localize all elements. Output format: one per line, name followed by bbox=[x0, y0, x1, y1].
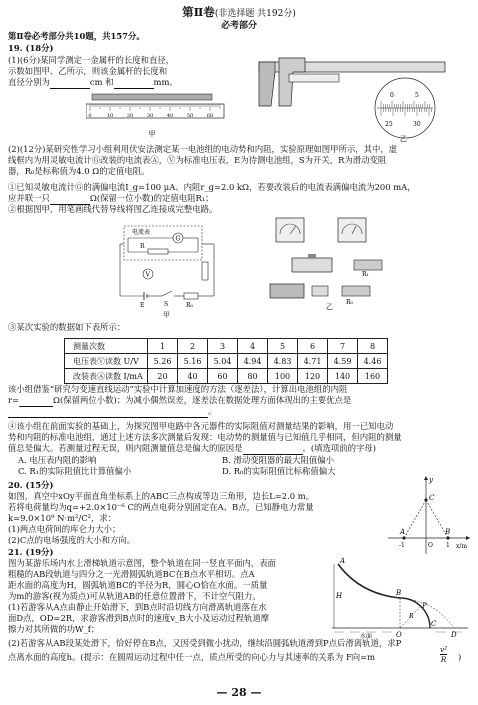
table-row-label: 电压表Ⓥ读数 U/V bbox=[65, 354, 148, 369]
point-c-icon bbox=[424, 498, 427, 501]
point-a-label: A bbox=[400, 528, 406, 536]
q21-line1: 图为某游乐场内水上滑梯轨道示意图，整个轨道在同一竖直平面内，表面 bbox=[8, 558, 276, 568]
rheostat-device-icon bbox=[292, 258, 332, 272]
galvanometer-label: G bbox=[175, 235, 181, 243]
caliper-fixed-jaw bbox=[259, 62, 275, 106]
q19-p4-r: r= bbox=[8, 395, 20, 405]
track-ab bbox=[338, 564, 400, 598]
table-header-row bbox=[65, 339, 388, 354]
resistor-box-icon bbox=[354, 260, 382, 270]
table-cell: 4.94 bbox=[238, 354, 268, 369]
answer-blank-diameter bbox=[114, 77, 154, 89]
q19-p2-line5-tail: Ω(保留一位小数)的定值电阻R₁； bbox=[89, 193, 214, 203]
point-b-label: B bbox=[445, 528, 451, 536]
q19-p5-line3 bbox=[8, 443, 470, 455]
q19-p5-line3-tail: 。(填选项前的字母) bbox=[302, 443, 377, 453]
q21-line3: 距水面的高度为H，圆弧轨道BC的半径为R，圆心O恰在水面。一质量 bbox=[8, 580, 268, 590]
circuit-diagram bbox=[118, 222, 220, 310]
q19-p5-line2: 势和内阻的标准电池组，通过上述方法多次测量后发现：电动势的测量值与已知值几乎相同，但内阻的测量 bbox=[8, 432, 402, 442]
figure-vernier-caliper bbox=[245, 46, 455, 142]
voltmeter-meter-icon bbox=[276, 218, 304, 242]
origin-label: O bbox=[428, 542, 433, 549]
q21-line9: 点离水面的高度h。(提示：在圆周运动过程中任一点，质点所受的向心力与其速率的关系为 F向=m bbox=[8, 652, 376, 662]
label-d: D bbox=[451, 631, 457, 639]
tick-1: 1 bbox=[446, 542, 450, 549]
answer-blank-advantage bbox=[8, 406, 208, 418]
apparatus-r1-label: R₁ bbox=[362, 271, 369, 278]
q19-p1-line3-text: 直径分别为 bbox=[8, 77, 50, 87]
table-row-current bbox=[65, 369, 388, 384]
q20-line5: (2)C点的电场强度的大小和方向。 bbox=[8, 535, 136, 545]
resistor-r0-device-icon bbox=[342, 286, 370, 296]
ruler-tick-label: 50 bbox=[186, 113, 194, 119]
table-col: 1 bbox=[148, 339, 178, 354]
answer-blank-length bbox=[50, 77, 90, 89]
rheostat-icon bbox=[202, 262, 208, 280]
q19-p4-line1: 该小组借鉴“研究匀变速直线运动”实验中计算加速度的方法（逐差法），计算出电池组的内阻 bbox=[8, 384, 348, 394]
y-axis-label: y bbox=[429, 476, 433, 484]
table-row-voltage bbox=[65, 354, 388, 369]
label-b: B bbox=[396, 589, 402, 597]
unit-cm: cm 和 bbox=[89, 77, 114, 87]
table-col: 2 bbox=[178, 339, 208, 354]
q19-p2-line6: ②根据图甲，用笔画线代替导线将图乙连接成完整电路。 bbox=[8, 204, 218, 214]
table-cell: 5.04 bbox=[208, 354, 238, 369]
q19-p5-line1: ④该小组在前面实验的基础上，为探究图甲电路中各元器件的实际阻值对测量结果的影响，用一已知电动 bbox=[8, 421, 394, 431]
resistor-r0-label: R₀ bbox=[186, 302, 193, 309]
fig-yi-label: 乙 bbox=[400, 135, 407, 142]
resistor-r-label: R bbox=[140, 243, 145, 250]
label-a: A bbox=[340, 557, 346, 565]
q19-p2-line5-text: 应并联一只 bbox=[8, 193, 50, 203]
q19-p4-line3-tail: 。 bbox=[208, 406, 217, 416]
circuit-fig-label: 甲 bbox=[163, 311, 170, 319]
table-cell: 60 bbox=[208, 369, 238, 384]
table-cell: 5.26 bbox=[148, 354, 178, 369]
option-d: D. R₀的实际阻值比标称值偏大 bbox=[222, 466, 336, 476]
table-col: 6 bbox=[298, 339, 328, 354]
q20-line4: (1)两点电荷间的库仑力大小； bbox=[8, 524, 121, 534]
table-cell: 4.83 bbox=[268, 354, 298, 369]
switch-device-icon bbox=[312, 286, 328, 296]
option-b: B. 滑动变阻器的最大阻值偏小 bbox=[222, 455, 334, 465]
section-subtitle: 必考部分 bbox=[220, 21, 257, 31]
q21-line2: 粗糙的AB段轨道与四分之一光滑圆弧轨道BC在B点水平相切。点A bbox=[8, 569, 255, 579]
q21-line9-tail: ) bbox=[458, 652, 462, 662]
table-cell: 140 bbox=[328, 369, 358, 384]
table-cell: 160 bbox=[358, 369, 388, 384]
table-cell: 5.16 bbox=[178, 354, 208, 369]
table-col: 3 bbox=[208, 339, 238, 354]
q19-p4-line2-text: Ω(保留两位小数)；为减小偶然误差，逐差法在数据处理方面体现出的主要优点是 bbox=[53, 395, 352, 405]
table-cell: 120 bbox=[298, 369, 328, 384]
option-c: C. R₁的实际阻值比计算值偏小 bbox=[18, 466, 132, 476]
q21-line8: (2)若游客从AB段某处滑下，恰好停在B点，又因受到微小扰动，继续沿圆弧轨道滑到P点后滑离轨道，求P bbox=[8, 638, 402, 648]
q19-p3: ③某次实验的数据如下表所示： bbox=[8, 322, 126, 332]
q21-head: 21. (19分) bbox=[8, 547, 54, 557]
metal-rod bbox=[92, 94, 212, 100]
formula-fraction bbox=[440, 645, 447, 664]
q21-line5: (1)若游客从A点由静止开始滑下，到B点时沿切线方向滑离轨道落在水 bbox=[8, 602, 267, 612]
unit-mm: mm。 bbox=[153, 77, 178, 87]
q19-p2-line4: ①已知灵敏电流计Ⓖ的满偏电流I_g=100 μA、内阻r_g=2.0 kΩ，若要改装后的电流表满偏电流为200 mA， bbox=[8, 182, 416, 192]
fraction-numerator: v² bbox=[440, 645, 448, 654]
q21-line7: 擦力对其所做的功W_f； bbox=[8, 624, 100, 634]
q19-p2-line2: 线框内为用灵敏电流计Ⓖ改装的电流表Ⓐ，Ⓥ为标准电压表，E为待测电池组，S为开关，R为滑动变阻 bbox=[8, 155, 387, 165]
section-intro: 第Ⅱ卷必考部分共10题，共157分。 bbox=[8, 31, 145, 41]
table-col: 7 bbox=[328, 339, 358, 354]
battery-pack-icon bbox=[270, 284, 304, 298]
q19-p2-line1: (2)(12分)某研究性学习小组利用伏安法测定某一电池组的电动势和内阻，实验原理如图甲所示，其中，虚 bbox=[8, 144, 398, 154]
switch-label: S bbox=[164, 301, 169, 308]
fraction-denominator: R bbox=[440, 655, 447, 664]
q19-p4-line3 bbox=[8, 406, 470, 418]
q20-head: 20. (15分) bbox=[8, 480, 54, 490]
resistor-r0-icon bbox=[184, 293, 198, 299]
q19-head: 19. (18分) bbox=[8, 43, 54, 53]
point-c-label: C bbox=[429, 494, 435, 502]
resistor-r1-icon bbox=[148, 249, 168, 254]
table-cell: 4.71 bbox=[298, 354, 328, 369]
galvanometer-meter-icon bbox=[338, 218, 366, 242]
apparatus-fig-label: 乙 bbox=[326, 303, 333, 310]
q21-line6: 面D点，OD=2R，求游客滑到B点时的速度v_B大小及运动过程轨道摩 bbox=[8, 613, 270, 623]
page-number: — 28 — bbox=[216, 686, 262, 699]
option-a: A. 电压表内阻的影响 bbox=[18, 455, 97, 465]
q20-line1: 如图，真空中xOy平面直角坐标系上的ABC三点构成等边三角形，边长L=2.0 m。 bbox=[8, 491, 315, 501]
q20-line3: k=9.0×10⁹ N·m²/C²，求： bbox=[8, 513, 117, 523]
apparatus-r0-label: R₀ bbox=[346, 299, 353, 306]
table-col: 4 bbox=[238, 339, 268, 354]
vernier-main-25: 25 bbox=[385, 121, 393, 128]
apparatus-photo bbox=[262, 214, 406, 310]
ruler-tick-label: 10 bbox=[106, 113, 114, 119]
vernier-top-0: 0 bbox=[390, 92, 394, 99]
ruler-tick-label: 60 bbox=[206, 113, 214, 119]
switch-icon bbox=[162, 291, 172, 296]
ruler-tick-label: 40 bbox=[166, 113, 174, 119]
vernier-top-5: 5 bbox=[415, 92, 419, 99]
table-cell: 4.59 bbox=[328, 354, 358, 369]
caliper-vernier-slider bbox=[289, 74, 339, 82]
label-o: O bbox=[396, 631, 402, 639]
table-cell: 100 bbox=[268, 369, 298, 384]
label-p: P bbox=[422, 602, 427, 610]
ruler-tick-label: 30 bbox=[146, 113, 154, 119]
vernier-main-30: 30 bbox=[413, 121, 421, 128]
ammeter-box-label: 电流表 bbox=[132, 229, 151, 236]
battery-label: E bbox=[140, 302, 145, 309]
table-cell: 40 bbox=[178, 369, 208, 384]
table-col: 5 bbox=[268, 339, 298, 354]
label-water: 水面 bbox=[360, 633, 373, 640]
q21-line4: 为m的游客(视为质点)可从轨道AB的任意位置滑下，不计空气阻力。 bbox=[8, 591, 261, 601]
q19-p1-line2: 示数如图甲、乙所示，则该金属杆的长度和 bbox=[8, 66, 168, 76]
q19-p2-line3: 器，R₀是标称值为4.0 Ω的定值电阻。 bbox=[8, 166, 150, 176]
figure-ruler bbox=[86, 92, 226, 138]
table-col: 8 bbox=[358, 339, 388, 354]
title-main: 第Ⅱ卷 bbox=[182, 5, 215, 19]
fig-jia-label: 甲 bbox=[148, 130, 156, 138]
slide-figure bbox=[330, 554, 470, 640]
ruler-tick-label: 0 bbox=[88, 113, 92, 119]
x-axis-label: x/m bbox=[456, 543, 468, 550]
q19-p1-line1: (1)(6分)某同学测定一金属杆的长度和直径， bbox=[8, 55, 175, 65]
table-cell: 20 bbox=[148, 369, 178, 384]
label-h: H bbox=[336, 592, 343, 600]
tick-neg1: -1 bbox=[399, 542, 405, 549]
q20-line2: 若将电荷量均为q=+2.0×10⁻⁶ C的两点电荷分别固定在A、B点，已知静电力常量 bbox=[8, 502, 314, 512]
q19-p5-line3-text: 值总是偏大。若测量过程无误，则内阻测量值总是偏大的原因是 bbox=[8, 443, 243, 453]
label-c: C bbox=[431, 620, 437, 628]
ruler-tick-label: 20 bbox=[126, 113, 134, 119]
table-cell: 4.46 bbox=[358, 354, 388, 369]
voltmeter-label: V bbox=[145, 271, 150, 279]
table-row-label: 改装表Ⓐ读数 I/mA bbox=[65, 369, 148, 384]
answer-blank-reason bbox=[243, 443, 303, 455]
table-header-label: 测量次数 bbox=[65, 339, 148, 354]
triangle-figure bbox=[382, 474, 474, 556]
title-note: (非选择题 共192分) bbox=[214, 9, 296, 19]
point-a-icon bbox=[402, 536, 405, 539]
point-b-icon bbox=[446, 536, 449, 539]
label-r: R bbox=[409, 613, 414, 620]
data-table bbox=[64, 338, 388, 384]
table-cell: 80 bbox=[238, 369, 268, 384]
